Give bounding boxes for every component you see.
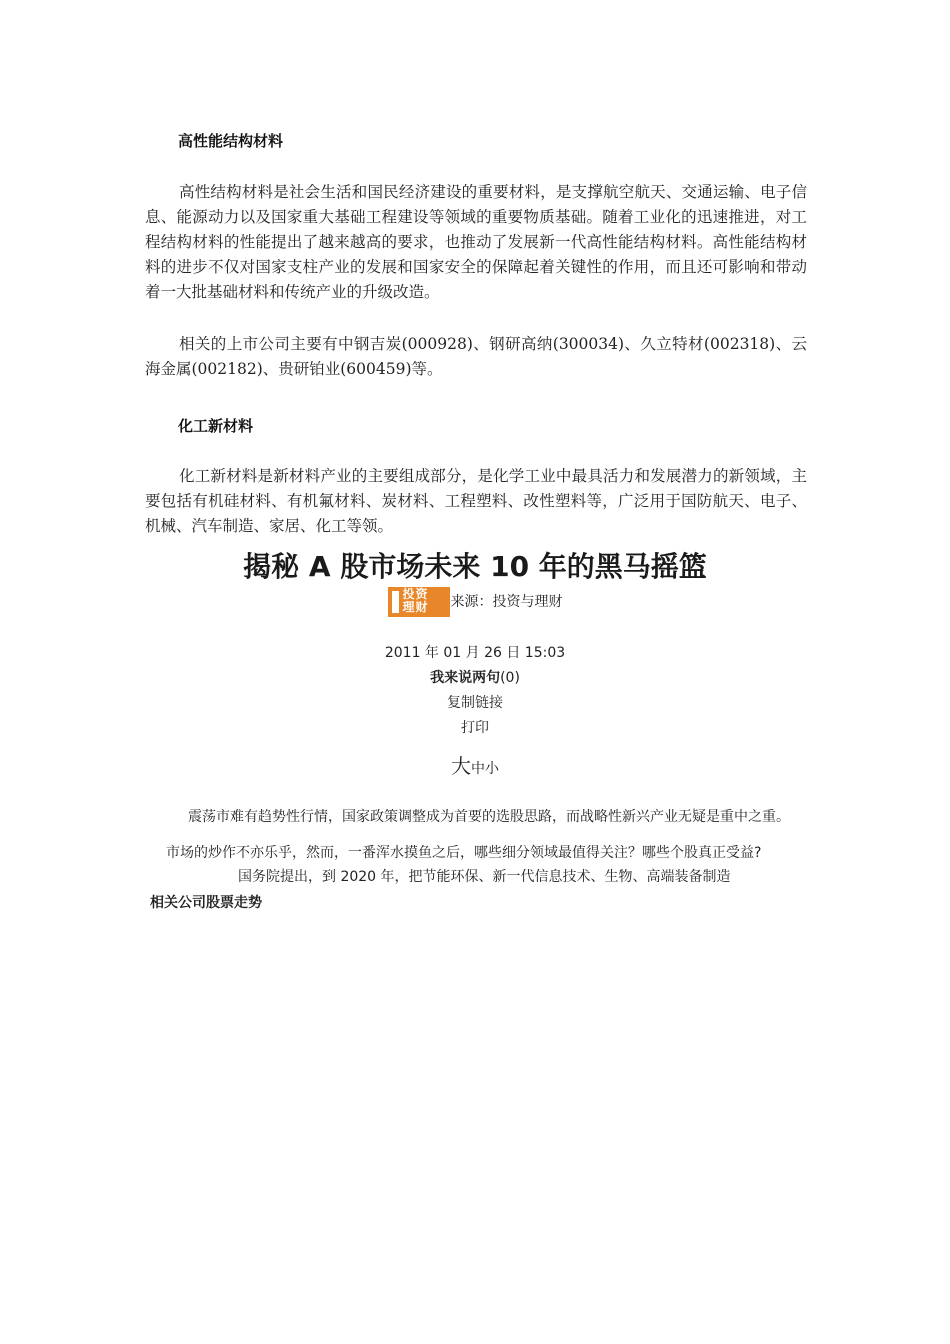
lead-paragraph-3: 国务院提出，到 2020 年，把节能环保、新一代信息技术、生物、高端装备制造 (238, 869, 731, 885)
lead-paragraph-1: 震荡市难有趋势性行情，国家政策调整成为首要的选股思路，而战略性新兴产业无疑是重中之重。 (188, 809, 790, 825)
font-large-button[interactable]: 大 (451, 754, 471, 778)
paragraph-structural-materials: 高性结构材料是社会生活和国民经济建设的重要材料，是支撑航空航天、交通运输、电子信息、能源动力以及国家重大基础工程建设等领域的重要物质基础。随着工业化的迅速推进，对工程结构材料的性能提出了越来越高的要求，也推动了发展新一代高性能结构材料。高性能结构材料的进步不仅对国家支柱产业的发展和国家安全的保障起着关键性的作用，而且还可影响和带动着一大批基础材料和传统产业的升级改造。 (145, 183, 807, 301)
print-button[interactable]: 打印 (461, 720, 489, 736)
related-stocks-heading: 相关公司股票走势 (150, 895, 262, 911)
source-line (0, 587, 950, 617)
section-heading-structural: 高性能结构材料 (178, 132, 284, 150)
lead-paragraph-2: 市场的炒作不亦乐乎，然而，一番浑水摸鱼之后，哪些细分领域最值得关注？哪些个股真正受益? (166, 845, 762, 861)
section-heading-chemical: 化工新材料 (178, 417, 254, 435)
copy-link-button[interactable]: 复制链接 (447, 695, 503, 711)
article-title: 揭秘 A 股市场未来 10 年的黑马摇篮 (243, 550, 707, 583)
source-logo: 投资 理财 (388, 587, 450, 617)
comment-link[interactable] (0, 667, 950, 687)
comment-count: (0) (500, 670, 520, 686)
paragraph-structural-companies: 相关的上市公司主要有中钢吉炭(000928)、钢研高纳(300034)、久立特材(002318)、云海金属(002182)、贵研铂业(600459)等。 (145, 335, 807, 378)
font-small-button[interactable]: 小 (485, 761, 499, 777)
source-text: 来源：投资与理财 (450, 594, 563, 610)
publish-datetime: 2011 年 01 月 26 日 15:03 (384, 645, 566, 661)
comment-label[interactable]: 我来说两句 (430, 670, 501, 686)
font-size-switch (0, 750, 950, 779)
font-medium-button[interactable]: 中 (471, 761, 485, 777)
paragraph-chemical-materials: 化工新材料是新材料产业的主要组成部分，是化学工业中最具活力和发展潜力的新领域，主要包括有机硅材料、有机氟材料、炭材料、工程塑料、改性塑料等，广泛用于国防航天、电子、机械、汽车制造、家居、化工等领。 (145, 467, 807, 535)
